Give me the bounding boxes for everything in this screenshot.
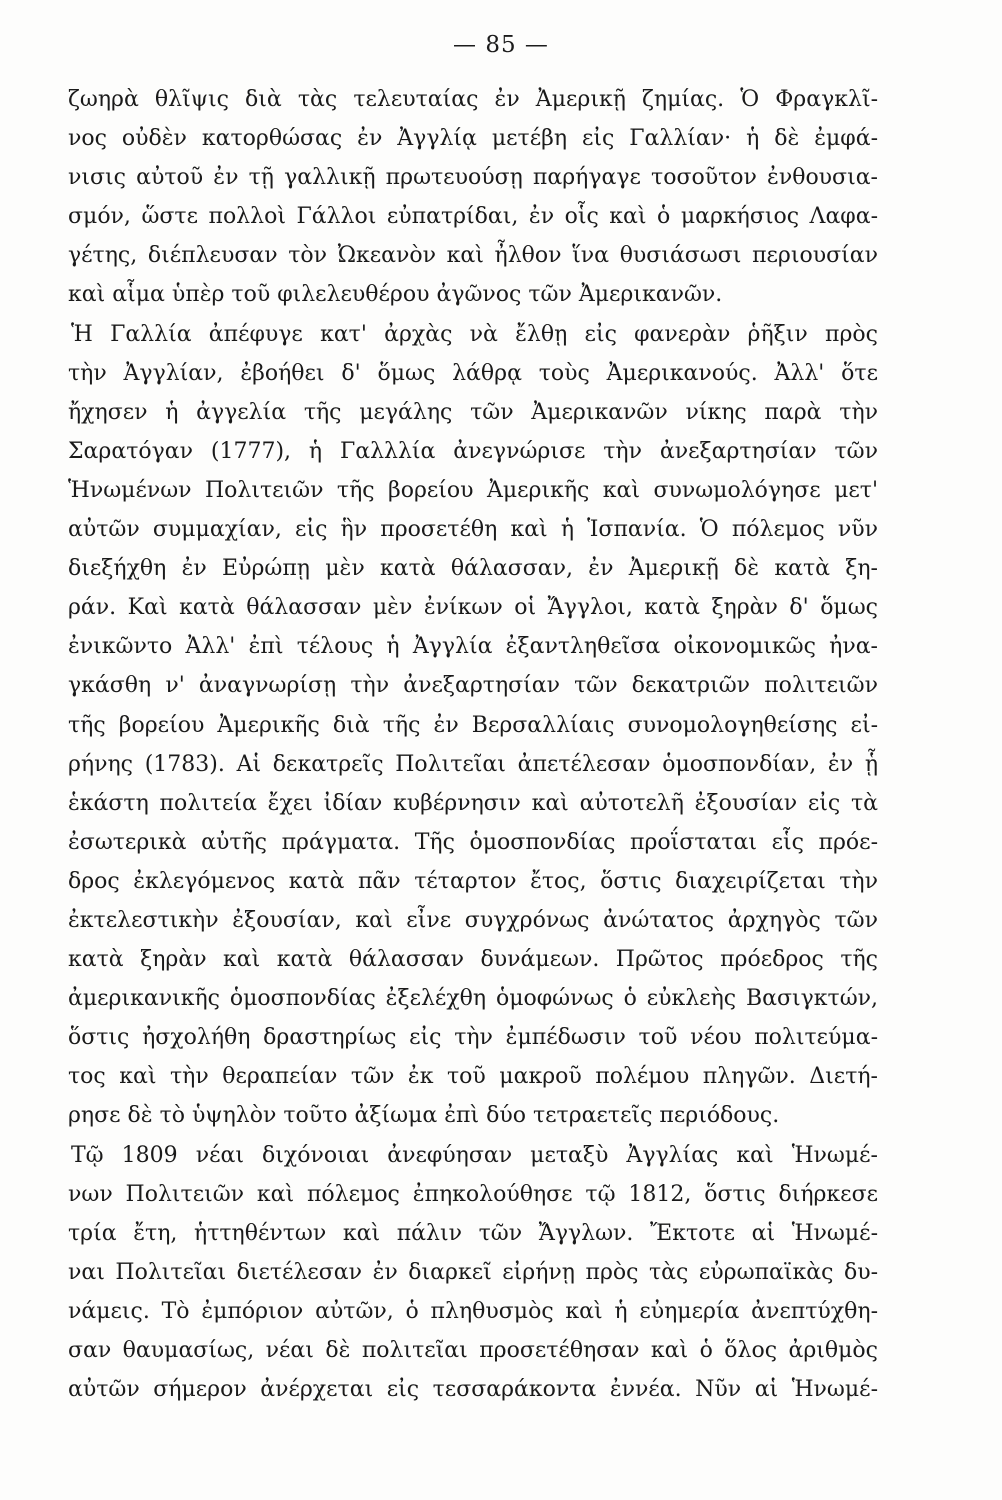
body-text [68, 80, 878, 1409]
text-line: δρος ἐκλεγόμενος κατὰ πᾶν τέταρτον ἔτος, ὅστις διαχειρίζεται τὴν [68, 868, 878, 894]
text-line: γέτης, διέπλευσαν τὸν Ὠκεανὸν καὶ ἦλθον ἵνα θυσιάσωσι περιουσίαν [68, 243, 878, 269]
text-line: νων Πολιτειῶν καὶ πόλεμος ἐπηκολούθησε τῷ 1812, ὅστις διήρκεσε [68, 1181, 878, 1207]
text-line: σαν θαυμασίως, νέαι δὲ πολιτεῖαι προσετέθησαν καὶ ὁ ὅλος ἀριθμὸς [68, 1338, 878, 1363]
text-line: νάμεις. Τὸ ἐμπόριον αὐτῶν, ὁ πληθυσμὸς καὶ ἡ εὐημερία ἀνεπτύχθη- [68, 1298, 878, 1324]
text-line: ρήνης (1783). Αἱ δεκατρεῖς Πολιτεῖαι ἀπετέλεσαν ὁμοσπονδίαν, ἐν ᾗ [68, 751, 878, 777]
text-line: αὐτῶν σήμερον ἀνέρχεται εἰς τεσσαράκοντα ἐννέα. Νῦν αἱ Ἡνωμέ- [68, 1377, 878, 1403]
text-line: σμόν, ὥστε πολλοὶ Γάλλοι εὐπατρίδαι, ἐν οἷς καὶ ὁ μαρκήσιος Λαφα- [68, 204, 878, 230]
text-line: ὅστις ἠσχολήθη δραστηρίως εἰς τὴν ἐμπέδωσιν τοῦ νέου πολιτεύμα- [68, 1025, 878, 1051]
text-line: κατὰ ξηρὰν καὶ κατὰ θάλασσαν δυνάμεων. Πρῶτος πρόεδρος τῆς [68, 947, 878, 973]
text-line: νισις αὐτοῦ ἐν τῇ γαλλικῇ πρωτευούσῃ παρήγαγε τοσοῦτον ἐνθουσια- [68, 165, 878, 191]
text-line: ἑκάστη πολιτεία ἔχει ἰδίαν κυβέρνησιν καὶ αὐτοτελῆ ἐξουσίαν εἰς τὰ [68, 790, 878, 816]
text-line: ράν. Καὶ κατὰ θάλασσαν μὲν ἐνίκων οἱ Ἄγγλοι, κατὰ ξηρὰν δ' ὅμως [68, 595, 878, 621]
text-line: διεξήχθη ἐν Εὐρώπῃ μὲν κατὰ θάλασσαν, ἐν Ἀμερικῇ δὲ κατὰ ξη- [68, 556, 878, 582]
text-line: ἤχησεν ἡ ἀγγελία τῆς μεγάλης τῶν Ἀμερικανῶν νίκης παρὰ τὴν [68, 399, 878, 425]
text-line: τῆς βορείου Ἀμερικῆς διὰ τῆς ἐν Βερσαλλίαις συνομολογηθείσης εἰ- [68, 712, 878, 738]
text-line: τρία ἔτη, ἡττηθέντων καὶ πάλιν τῶν Ἄγγλων. Ἔκτοτε αἱ Ἡνωμέ- [68, 1220, 878, 1246]
text-line: νος οὐδὲν κατορθώσας ἐν Ἀγγλίᾳ μετέβη εἰς Γαλλίαν· ἡ δὲ ἐμφά- [68, 126, 878, 152]
text-line: ἐσωτερικὰ αὐτῆς πράγματα. Τῆς ὁμοσπονδίας προΐσταται εἷς πρόε- [68, 829, 878, 855]
text-line: τὴν Ἀγγλίαν, ἐβοήθει δ' ὅμως λάθρᾳ τοὺς Ἀμερικανούς. Ἀλλ' ὅτε [68, 360, 878, 386]
text-line: ἀμερικανικῆς ὁμοσπονδίας ἐξελέχθη ὁμοφώνως ὁ εὐκλεὴς Βασιγκτών, [68, 986, 878, 1012]
text-line: ζωηρὰ θλῖψις διὰ τὰς τελευταίας ἐν Ἀμερικῇ ζημίας. Ὁ Φραγκλῖ- [68, 87, 878, 112]
page-number: — 85 — [453, 32, 549, 58]
text-line: ἐκτελεστικὴν ἐξουσίαν, καὶ εἶνε συγχρόνως ἀνώτατος ἀρχηγὸς τῶν [68, 907, 878, 933]
text-line: ἐνικῶντο Ἀλλ' ἐπὶ τέλους ἡ Ἀγγλία ἐξαντληθεῖσα οἰκονομικῶς ἠνα- [68, 634, 878, 660]
text-line: τος καὶ τὴν θεραπείαν τῶν ἐκ τοῦ μακροῦ πολέμου πληγῶν. Διετή- [68, 1064, 878, 1090]
text-line: Τῷ 1809 νέαι διχόνοιαι ἀνεφύησαν μεταξὺ Ἀγγλίας καὶ Ἡνωμέ- [71, 1142, 878, 1168]
text-line: αὐτῶν συμμαχίαν, εἰς ἣν προσετέθη καὶ ἡ Ἱσπανία. Ὁ πόλεμος νῦν [68, 517, 878, 543]
text-line: ναι Πολιτεῖαι διετέλεσαν ἐν διαρκεῖ εἰρήνῃ πρὸς τὰς εὐρωπαϊκὰς δυ- [68, 1259, 878, 1285]
text-line: καὶ αἷμα ὑπὲρ τοῦ φιλελευθέρου ἀγῶνος τῶν Ἀμερικανῶν. [68, 282, 723, 308]
text-line: Ἡ Γαλλία ἀπέφυγε κατ' ἀρχὰς νὰ ἔλθῃ εἰς φανερὰν ῥῆξιν πρὸς [71, 321, 878, 347]
text-line: ρησε δὲ τὸ ὑψηλὸν τοῦτο ἀξίωμα ἐπὶ δύο τετραετεῖς περιόδους. [68, 1103, 780, 1129]
text-line: Σαρατόγαν (1777), ἡ Γαλλλία ἀνεγνώρισε τὴν ἀνεξαρτησίαν τῶν [68, 438, 878, 464]
text-line: Ἡνωμένων Πολιτειῶν τῆς βορείου Ἀμερικῆς καὶ συνωμολόγησε μετ' [68, 477, 878, 503]
text-line: γκάσθη ν' ἀναγνωρίσῃ τὴν ἀνεξαρτησίαν τῶν δεκατριῶν πολιτειῶν [68, 673, 878, 699]
